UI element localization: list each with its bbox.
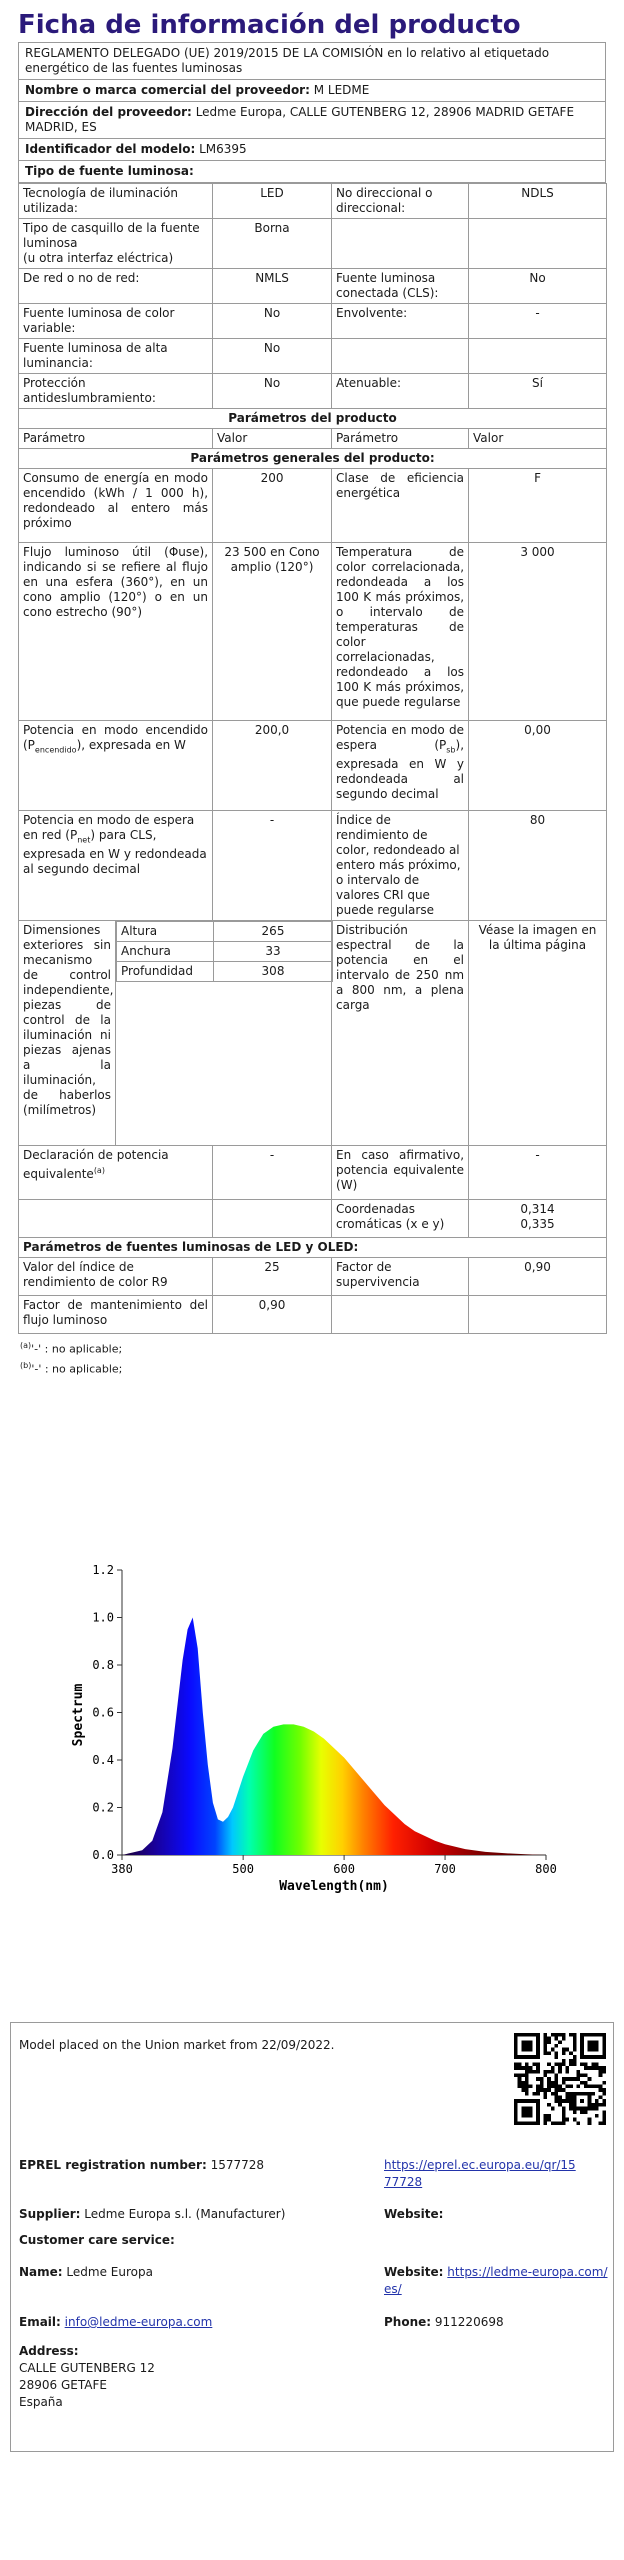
survival-factor-label: Factor de supervivencia bbox=[332, 1258, 469, 1296]
product-params-title: Parámetros del producto bbox=[19, 409, 607, 429]
regulation-text: REGLAMENTO DELEGADO (UE) 2019/2015 DE LA COMISIÓN en lo relativo al etiquetado energético de las fuentes luminosas bbox=[19, 43, 605, 80]
footnote-b: $^{(b)}$'-' : no aplicable; bbox=[20, 1360, 123, 1376]
supplier-name-label: Nombre o marca comercial del proveedor: bbox=[25, 83, 310, 97]
address-block bbox=[19, 2343, 155, 2411]
efficiency-class-label: Clase de eficiencia energética bbox=[332, 469, 469, 543]
r9-label: Valor del índice de rendimiento de color R9 bbox=[19, 1258, 213, 1296]
parameters-table bbox=[18, 183, 607, 1334]
market-placement-text: Model placed on the Union market from 22/09/2022. bbox=[19, 2038, 335, 2052]
type-label-left: Tecnología de iluminación utilizada: bbox=[19, 184, 213, 219]
survival-factor-value: 0,90 bbox=[469, 1258, 607, 1296]
care-website-label: Website: bbox=[384, 2265, 444, 2279]
empty-cell bbox=[469, 1296, 607, 1334]
type-row bbox=[19, 269, 607, 304]
type-value-left: No bbox=[213, 304, 332, 339]
address-line-2: 28906 GETAFE bbox=[19, 2378, 107, 2392]
qr-code-icon[interactable] bbox=[514, 2033, 606, 2125]
efficiency-class-value: F bbox=[469, 469, 607, 543]
chromaticity-value: 0,314 0,335 bbox=[469, 1200, 607, 1238]
dimension-label: Altura bbox=[117, 922, 214, 942]
supplier-value: Ledme Europa s.l. (Manufacturer) bbox=[84, 2207, 286, 2221]
supplier-row bbox=[19, 2206, 285, 2223]
page-title: Ficha de información del producto bbox=[18, 10, 521, 40]
supplier-name-value: M LEDME bbox=[313, 83, 370, 97]
spd-value: Véase la imagen en la última página bbox=[469, 921, 607, 1146]
equivalent-power-value: - bbox=[213, 1146, 332, 1200]
y-tick-label: 1.0 bbox=[92, 1610, 114, 1625]
type-value-left: NMLS bbox=[213, 269, 332, 304]
email-link[interactable]: info@ledme-europa.com bbox=[64, 2315, 213, 2329]
x-tick-label: 500 bbox=[232, 1862, 254, 1876]
y-tick-label: 0.2 bbox=[92, 1800, 114, 1815]
light-source-type-label: Tipo de fuente luminosa: bbox=[25, 164, 194, 178]
type-label-left: Fuente luminosa de alta luminancia: bbox=[19, 339, 213, 374]
consumption-value: 200 bbox=[213, 469, 332, 543]
type-value-right: NDLS bbox=[469, 184, 607, 219]
model-id-value: LM6395 bbox=[199, 142, 247, 156]
eprel-reg-value: 1577728 bbox=[210, 2158, 265, 2172]
equivalent-watts-label: En caso afirmativo, potencia equivalente (W) bbox=[332, 1146, 469, 1200]
useful-flux-value: 23 500 en Cono amplio (120°) bbox=[213, 543, 332, 721]
y-tick-label: 0.0 bbox=[92, 1848, 114, 1862]
phone-value: 911220698 bbox=[434, 2315, 504, 2329]
useful-flux-label: Flujo luminoso útil (Φuse), indicando si se refiere al flujo en una esfera (360°), en un cono amplio (120°) o en un cono estrecho (90°) bbox=[19, 543, 213, 721]
address-label: Address: bbox=[19, 2344, 79, 2358]
type-label-right bbox=[332, 339, 469, 374]
standby-power-label: Potencia en modo de espera $(P_{sb})$, expresada en W y redondeada al segundo decimal bbox=[332, 721, 469, 811]
col-header-value-2: Valor bbox=[469, 429, 607, 449]
type-label-left: De red o no de red: bbox=[19, 269, 213, 304]
dimensions-cell bbox=[116, 921, 332, 1146]
maintenance-factor-value: 0,90 bbox=[213, 1296, 332, 1334]
on-mode-power-label: Potencia en modo encendido $(P_{encendido})$, expresada en W bbox=[19, 721, 213, 811]
type-value-right: Sí bbox=[469, 374, 607, 409]
footnote-a: $^{(a)}$'-' : no aplicable; bbox=[20, 1341, 123, 1356]
maintenance-factor-label: Factor de mantenimiento del flujo luminoso bbox=[19, 1296, 213, 1334]
spd-label: Distribución espectral de la potencia en el intervalo de 250 nm a 800 nm, a plena carga bbox=[332, 921, 469, 1146]
dimension-value: 308 bbox=[214, 962, 333, 982]
website-label: Website: bbox=[384, 2207, 444, 2221]
col-header-param-1: Parámetro bbox=[19, 429, 213, 449]
type-label-left: Fuente luminosa de color variable: bbox=[19, 304, 213, 339]
type-value-right bbox=[469, 339, 607, 374]
network-standby-value: - bbox=[213, 811, 332, 921]
x-tick-label: 800 bbox=[535, 1862, 557, 1876]
spectrum-chart-svg bbox=[60, 1545, 560, 1895]
type-value-right bbox=[469, 219, 607, 269]
y-tick-label: 0.4 bbox=[92, 1753, 114, 1767]
supplier-address-row bbox=[19, 102, 605, 139]
type-value-left: Borna bbox=[213, 219, 332, 269]
dimension-value: 265 bbox=[214, 922, 333, 942]
equivalent-watts-value: - bbox=[469, 1146, 607, 1200]
model-id-label: Identificador del modelo: bbox=[25, 142, 196, 156]
type-value-right: - bbox=[469, 304, 607, 339]
type-row bbox=[19, 374, 607, 409]
type-row bbox=[19, 219, 607, 269]
type-row bbox=[19, 339, 607, 374]
empty-cell bbox=[332, 1296, 469, 1334]
care-website-link-cont[interactable]: es/ bbox=[384, 2282, 402, 2296]
eprel-reg-label: EPREL registration number: bbox=[19, 2158, 207, 2172]
product-information-sheet bbox=[18, 6, 606, 1377]
col-header-value-1: Valor bbox=[213, 429, 332, 449]
type-value-left: No bbox=[213, 339, 332, 374]
address-line-3: España bbox=[19, 2395, 63, 2409]
type-label-right bbox=[332, 219, 469, 269]
eprel-reg-row bbox=[19, 2157, 264, 2174]
name-value: Ledme Europa bbox=[66, 2265, 153, 2279]
dimensions-table bbox=[116, 921, 333, 982]
type-label-left: Tipo de casquillo de la fuente luminosa (u otra interfaz eléctrica) bbox=[19, 219, 213, 269]
care-website-link[interactable]: https://ledme-europa.com/ bbox=[447, 2265, 608, 2279]
led-params-title: Parámetros de fuentes luminosas de LED y OLED: bbox=[19, 1238, 607, 1258]
dimension-value: 33 bbox=[214, 942, 333, 962]
cri-label: Índice de rendimiento de color, redondeado al entero más próximo, o intervalo de valores CRI que puede regularse bbox=[332, 811, 469, 921]
customer-care-label: Customer care service: bbox=[19, 2233, 175, 2247]
supplier-name-row bbox=[19, 80, 605, 102]
cri-value: 80 bbox=[469, 811, 607, 921]
dimension-label: Profundidad bbox=[117, 962, 214, 982]
cct-value: 3 000 bbox=[469, 543, 607, 721]
spectrum-area bbox=[122, 1618, 546, 1856]
chromaticity-label: Coordenadas cromáticas (x e y) bbox=[332, 1200, 469, 1238]
y-tick-label: 0.6 bbox=[92, 1705, 114, 1720]
y-axis-label: Spectrum bbox=[71, 1683, 86, 1747]
model-id-row bbox=[19, 139, 605, 161]
footnotes bbox=[18, 1338, 606, 1377]
header-box bbox=[18, 42, 606, 183]
supplier-address-label: Dirección del proveedor: bbox=[25, 105, 192, 119]
cct-label: Temperatura de color correlacionada, redondeada a los 100 K más próximos, o intervalo de temperaturas de color correlacionadas, redondeado a los 100 K más próximos, que puede regularse bbox=[332, 543, 469, 721]
y-tick-label: 0.8 bbox=[92, 1658, 114, 1672]
spectrum-chart bbox=[60, 1545, 560, 1895]
x-tick-label: 700 bbox=[434, 1862, 456, 1876]
empty-cell bbox=[19, 1200, 213, 1238]
phone-row bbox=[384, 2314, 504, 2331]
type-value-left: No bbox=[213, 374, 332, 409]
care-website-row bbox=[384, 2264, 608, 2298]
empty-cell bbox=[213, 1200, 332, 1238]
x-tick-label: 380 bbox=[111, 1862, 133, 1876]
equivalent-power-label: Declaración de potencia equivalente$^{(a)}$ bbox=[19, 1146, 213, 1200]
type-label-right: No direccional o direccional: bbox=[332, 184, 469, 219]
type-label-right: Atenuable: bbox=[332, 374, 469, 409]
phone-label: Phone: bbox=[384, 2315, 432, 2329]
x-axis-label: Wavelength(nm) bbox=[279, 1879, 389, 1894]
email-label: Email: bbox=[19, 2315, 61, 2329]
name-row bbox=[19, 2264, 153, 2281]
y-tick-label: 1.2 bbox=[92, 1563, 114, 1577]
type-value-right: No bbox=[469, 269, 607, 304]
x-tick-label: 600 bbox=[333, 1862, 355, 1876]
eprel-url-link[interactable]: https://eprel.ec.europa.eu/qr/15 77728 bbox=[384, 2158, 576, 2189]
type-row bbox=[19, 304, 607, 339]
address-line-1: CALLE GUTENBERG 12 bbox=[19, 2361, 155, 2375]
dimensions-label: Dimensiones exteriores sin mecanismo de control independiente, piezas de control de la iluminación ni piezas ajenas a la iluminación, de haberlos (milímetros) bbox=[19, 921, 116, 1146]
network-standby-label: Potencia en modo de espera en red $(P_{net})$ para CLS, expresada en W y redondeada al segundo decimal bbox=[19, 811, 213, 921]
dimension-label: Anchura bbox=[117, 942, 214, 962]
type-label-right: Fuente luminosa conectada (CLS): bbox=[332, 269, 469, 304]
on-mode-power-value: 200,0 bbox=[213, 721, 332, 811]
type-label-left: Protección antideslumbramiento: bbox=[19, 374, 213, 409]
r9-value: 25 bbox=[213, 1258, 332, 1296]
dimension-row bbox=[117, 962, 333, 982]
standby-power-value: 0,00 bbox=[469, 721, 607, 811]
type-row bbox=[19, 184, 607, 219]
col-header-param-2: Parámetro bbox=[332, 429, 469, 449]
dimension-row bbox=[117, 922, 333, 942]
eprel-box bbox=[10, 2022, 614, 2452]
type-value-left: LED bbox=[213, 184, 332, 219]
supplier-label: Supplier: bbox=[19, 2207, 81, 2221]
dimension-row bbox=[117, 942, 333, 962]
name-label: Name: bbox=[19, 2265, 63, 2279]
email-row bbox=[19, 2314, 212, 2331]
type-label-right: Envolvente: bbox=[332, 304, 469, 339]
general-params-title: Parámetros generales del producto: bbox=[19, 449, 607, 469]
consumption-label: Consumo de energía en modo encendido (kWh / 1 000 h), redondeado al entero más próximo bbox=[19, 469, 213, 543]
supplier-address-value: Ledme Europa, CALLE GUTENBERG 12, 28906 MADRID GETAFE MADRID, ES bbox=[25, 105, 575, 134]
